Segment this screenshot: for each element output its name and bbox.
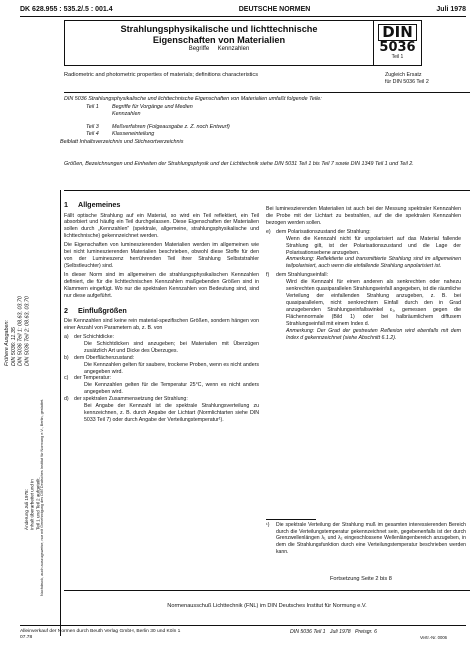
part-item: Teil 1 Begriffe für Vorgänge und Medien [86, 104, 193, 110]
earlier-editions: Frühere Ausgaben: DIN 5036: 11.35 DIN 5036 Teil 1: 08.63, 03.70 DIN 5036 Teil 2: 08.63, 03.70 [4, 296, 31, 366]
note: Anmerkung: Reflektierte und transmittierte Strahlung sind im allgemeinen teilpolarisiert, auch wenn die einfallende Strahlung unpolarisiert ist. [286, 256, 461, 270]
din-number: 5036 [379, 40, 416, 55]
footer-reference: DIN 5036 Teil 1 Juli 1978 Preisgr. 6 [290, 629, 377, 635]
part-item: Beiblatt Inhaltsverzeichnis und Stichwortverzeichnis [60, 138, 184, 145]
section-1-paragraph: In dieser Norm sind im allgemeinen die strahlungsphysikalischen Kennzahlen definiert, die für die lichttechnischen Kennzahlen maßgebenden Größen sind in Klammern eingefügt. Wo nur die spektralen Kennzahlen von Bedeutung sind, sind nur diese aufgeführt. [64, 271, 259, 299]
section-2-paragraph: Die Kennzahlen sind keine rein material-spezifischen Größen, sondern hängen von einer Anzahl von Parametern ab, z. B. von [64, 318, 259, 331]
separator-top [64, 92, 470, 93]
dk-number: DK 628.955 : 535.2/.5 : 001.4 [20, 5, 113, 13]
note: Anmerkung: Der Grad der gestreuten Reflexion wird ebenfalls mit dem Index d gekennzeichnet (siehe Abschnitt 6.1.2). [286, 327, 461, 341]
replacement-line-2: für DIN 5036 Teil 2 [385, 78, 429, 85]
part-item: Kennzahlen [112, 111, 141, 118]
header-line [20, 4, 466, 14]
title-box [64, 20, 374, 66]
sales-note: Alleinverkauf der Normen durch Beuth Verlag GmbH, Berlin 30 und Köln 1 [20, 629, 181, 634]
replacement-line-1: Zugleich Ersatz [385, 72, 422, 78]
continuation-note: Fortsetzung Seite 2 bis 8 [330, 576, 392, 582]
left-column [64, 194, 259, 424]
din-logo: DIN [378, 24, 417, 41]
parts-list [60, 104, 386, 146]
footnote-rule [266, 519, 316, 520]
issue-date: Juli 1978 [436, 5, 466, 13]
margin-rule [60, 190, 61, 636]
list-item: c) der Temperatur: Die Kennzahlen gelten für die Temperatur 25°C, wenn es nicht anders angegeben wird. [64, 375, 259, 396]
part-item: Teil 4 Klasseneinteilung [86, 131, 155, 138]
section-1-heading: 1 Allgemeines [64, 200, 121, 209]
title-line-1: Strahlungsphysikalische und lichttechnische [120, 24, 318, 34]
section-2-heading: 2 Einflußgrößen [64, 305, 127, 315]
intro-lead: DIN 5036 Strahlungsphysikalische und lichttechnische Eigenschaften von Materialien umfaßt folgende Teile: [64, 96, 322, 102]
list-item: e) dem Polarisationszustand der Strahlung: Wenn die Kennzahl nicht für unpolarisiert auf das Material fallende Strahlung gilt, ist der Polarisationszustand und die Lage der Polarisationsebene anzugeben. Anmerkung: Reflektierte und transmittierte Strahlung sind im allgemeinen teilpolarisiert, auch wenn die einfallende Strahlung unpolarisiert ist. [266, 228, 461, 270]
list-item: b) dem Oberflächenzustand: Die Kennzahlen gelten für saubere, trockene Proben, wenn es nicht anders angegeben wird. [64, 354, 259, 375]
separator-bottom [64, 590, 470, 591]
org-label: DEUTSCHE NORMEN [238, 5, 311, 13]
replacement-note [385, 72, 470, 86]
footer-left [20, 629, 280, 642]
luminescence-paragraph: Bei lumineszierenden Materialien ist auch bei der Messung spektraler Kennzahlen die Probe mit der Lichtart zu bestrahlen, auf die die spektralen Kennzahlen bezogen werden sollen. [266, 206, 461, 226]
copyright-notice: Nachdruck, auch auszugsweise, nur mit Genehmigung des DIN Deutsches Institut für Normung e.V., Berlin, gestattet. [40, 398, 44, 596]
english-title: Radiometric and photometric properties of materials; definitions characteristics [64, 72, 259, 78]
list-item: f) dem Strahlungseinfall: Wird die Kennzahl für einen anderen als senkrechten oder nahezu senkrechten quasiparallelen Strahlungseinfall angegeben, ist die räumliche Verteilung der einfallenden Strahlung anzugeben, z. B. bei quasiparallelem, nicht senkrechtem Einfall durch den in Grad anzugebenden Strahlungseinfallswinkel ε₁, gemessen gegen die Flächennormale (Bild 1) oder bei halbräumlichem diffusem Strahlungseinfall mit einem Index d. Anmerkung: Der Grad der gestreuten Reflexion wird ebenfalls mit dem Index d gekennzeichnet (siehe Abschnitt 6.1.2). [266, 272, 461, 341]
footnote: ¹) Die spektrale Verteilung der Strahlung muß im gesamten interessierenden Bereich durch die Verteilungstemperatur gekennzeichnet sein, gegebenenfalls ist der durch Grenzwellenlängen λ₁ und λ₂ eingeschlossene Wellenlängenbereich anzugeben, in dem die Strahlungsfunktion durch eine Verteilungstemperatur beschrieben werden kann. [266, 522, 466, 555]
footer-rule [20, 625, 466, 626]
title-line-2: Eigenschaften von Materialien [152, 34, 286, 45]
section-1-paragraph: Die Eigenschaften von lumineszierenden Materialien werden im allgemeinen wie bei nicht lumineszierenden Materialien beschrieben, obwohl diese Stoffe für den von der Lumineszenz herrührenden Teil ihrer Strahlung Selbststrahler (Selbstleuchter) sind. [64, 242, 259, 269]
part-item: Teil 3 Meßverfahren (Folgeausgabe z. Z. noch Entwurf) [86, 124, 230, 131]
list-item: a) der Schichtdicke: Die Schichtdicken sind anzugeben; bei Materialien mit Überzügen zusätzlich Art und Dicke des Überzuges. [64, 333, 259, 354]
title-subtitle: Begriffe Kennzahlen [188, 46, 250, 53]
din-box [374, 20, 422, 66]
change-note: Änderung Juli 1978: Inhalt überarbeitet und in Teil 1 und Teil 2 aufgeteilt. [24, 477, 41, 530]
din-part: Teil 1 [391, 54, 404, 60]
separator-mid [64, 190, 470, 191]
committee-line: Normenausschuß Lichttechnik (FNL) im DIN Deutsches Institut für Normung e.V. [167, 603, 367, 609]
contract-number: Vertr.-Nr. 0006 [420, 635, 447, 640]
footer-code: 07.78 [20, 635, 33, 641]
top-rule [20, 16, 466, 17]
intro-closing: Größen, Bezeichnungen und Einheiten der Strahlungsphysik und der Lichttechnik siehe DIN 5031 Teil 1 bis Teil 7 sowie DIN 1349 Teil 1 und Teil 2. [64, 161, 414, 167]
right-column [266, 206, 461, 342]
section-1-paragraph: Fällt optische Strahlung auf ein Material, so wird ein Teil reflektiert, ein Teil absorbiert und häufig ein Teil durchgelassen. Diese Eigenschaften der Materialien sollen durch „Kennzahlen" (spektrale, allgemeine, strahlungsphysikalische und lichttechnische) gekennzeichnet werden. [64, 212, 259, 240]
list-item: d) der spektralen Zusammensetzung der Strahlung: Bei Angabe der Kennzahl ist die spektrale Strahlungsverteilung zu kennzeichnen, z. B. durch Angabe der Lichtart (Normlichtarten siehe DIN 5033 Teil 7) oder durch Angabe der Verteilungstemperatur¹). [64, 396, 259, 423]
